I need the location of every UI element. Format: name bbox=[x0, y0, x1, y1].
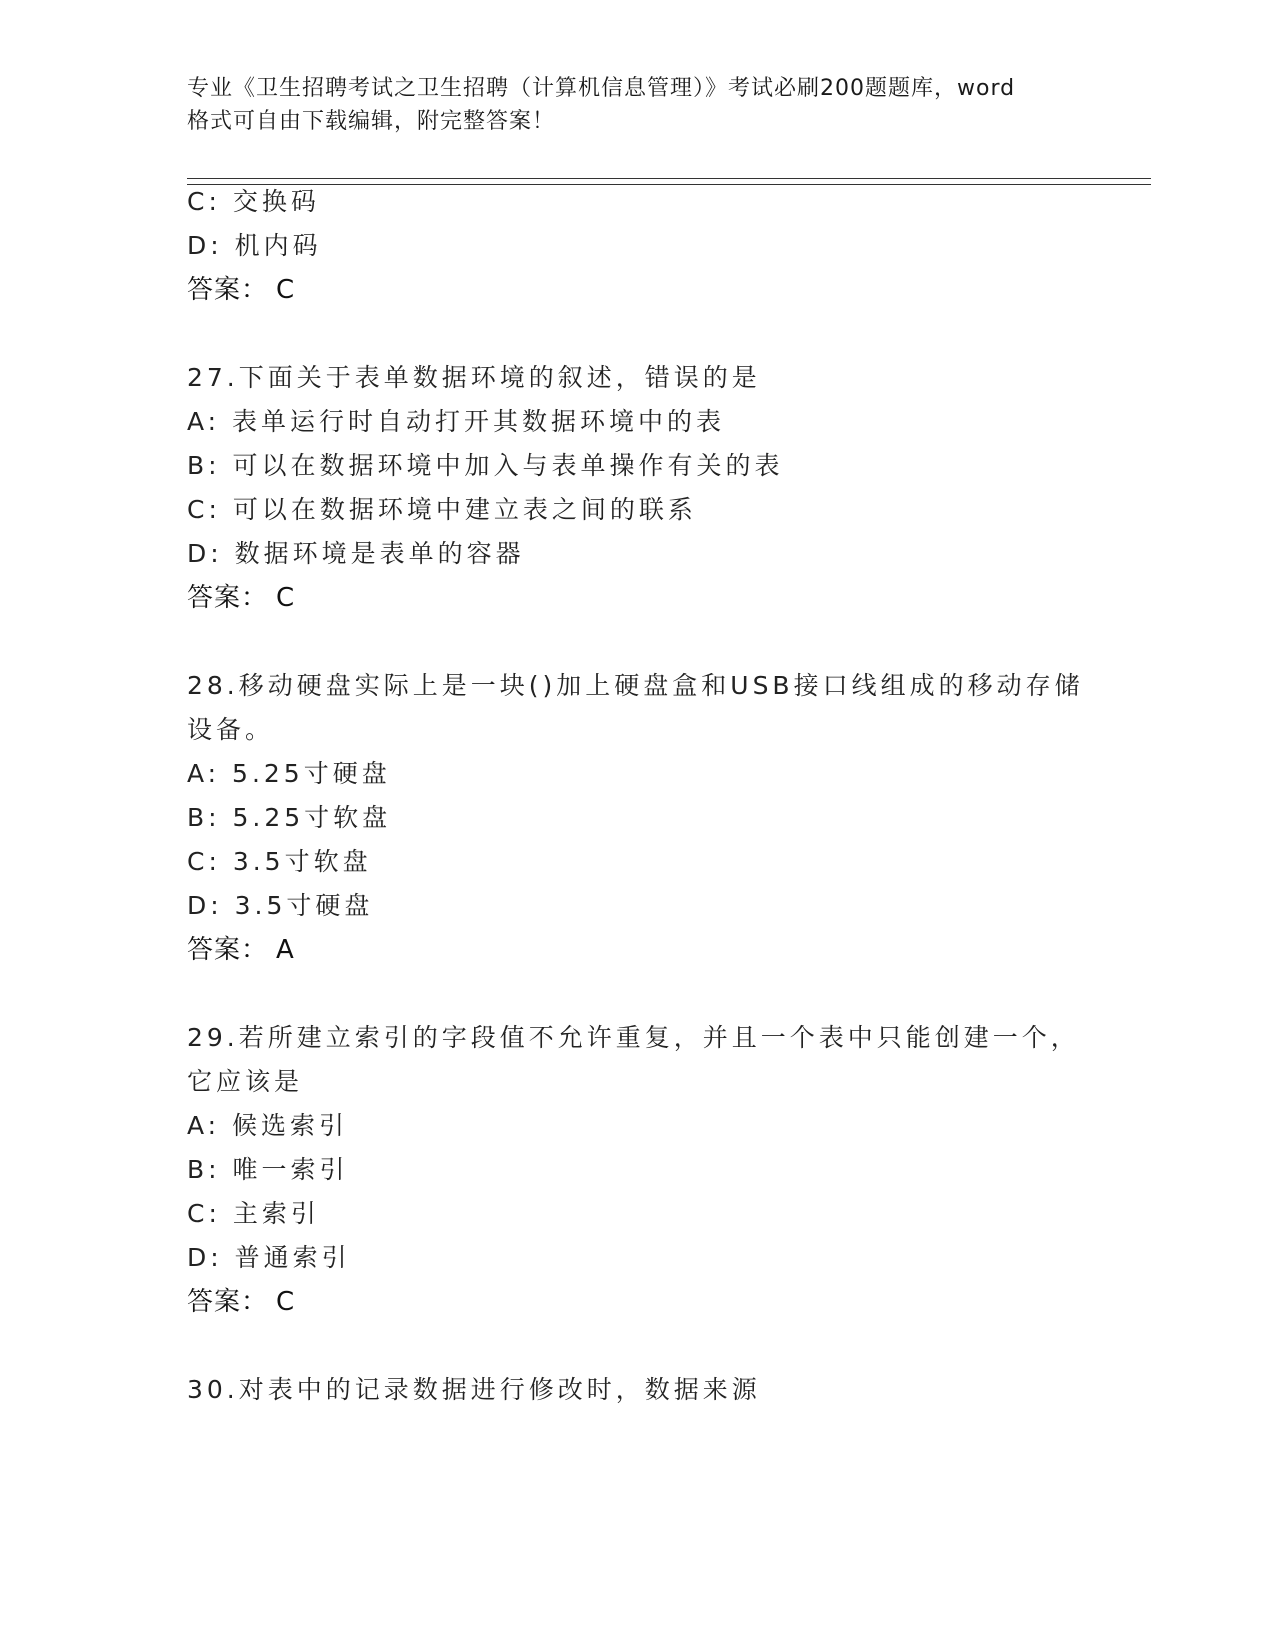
q29-stem-line-2: 它应该是 bbox=[187, 1067, 304, 1096]
q28-option-c: C: 3.5寸软盘 bbox=[187, 847, 372, 876]
q27-option-a: A: 表单运行时自动打开其数据环境中的表 bbox=[187, 407, 726, 436]
prev-option-c: C: 交换码 bbox=[187, 187, 320, 216]
q27-answer bbox=[187, 582, 295, 614]
q29-option-a: A: 候选索引 bbox=[187, 1111, 349, 1140]
answer-label: 答案： bbox=[187, 935, 269, 965]
document-header bbox=[187, 72, 1087, 138]
q28-option-b: B: 5.25寸软盘 bbox=[187, 803, 392, 832]
answer-label: 答案： bbox=[187, 1287, 269, 1317]
q27-option-d: D: 数据环境是表单的容器 bbox=[187, 539, 525, 568]
answer-label: 答案： bbox=[187, 275, 269, 305]
q30-stem: 30.对表中的记录数据进行修改时，数据来源 bbox=[187, 1375, 761, 1404]
answer-value: A bbox=[276, 935, 295, 965]
answer-value: C bbox=[276, 583, 296, 613]
header-divider-bottom bbox=[187, 184, 1151, 185]
q27-option-b: B: 可以在数据环境中加入与表单操作有关的表 bbox=[187, 451, 784, 480]
q28-option-d: D: 3.5寸硬盘 bbox=[187, 891, 374, 920]
answer-value: C bbox=[276, 1287, 296, 1317]
q29-answer bbox=[187, 1286, 295, 1318]
header-divider-top bbox=[187, 178, 1151, 179]
answer-label: 答案： bbox=[187, 583, 269, 613]
q29-option-d: D: 普通索引 bbox=[187, 1243, 351, 1272]
q27-stem: 27.下面关于表单数据环境的叙述，错误的是 bbox=[187, 363, 761, 392]
q29-option-b: B: 唯一索引 bbox=[187, 1155, 349, 1184]
q29-stem-line-1: 29.若所建立索引的字段值不允许重复，并且一个表中只能创建一个， bbox=[187, 1023, 1080, 1052]
answer-value: C bbox=[276, 275, 296, 305]
q29-option-c: C: 主索引 bbox=[187, 1199, 320, 1228]
q28-stem-line-2: 设备。 bbox=[187, 715, 275, 744]
q28-stem-line-1: 28.移动硬盘实际上是一块()加上硬盘盒和USB接口线组成的移动存储 bbox=[187, 671, 1084, 700]
q27-option-c: C: 可以在数据环境中建立表之间的联系 bbox=[187, 495, 697, 524]
q28-answer bbox=[187, 934, 295, 966]
prev-option-d: D: 机内码 bbox=[187, 231, 322, 260]
header-line-1: 专业《卫生招聘考试之卫生招聘（计算机信息管理）》考试必刷200题题库，word bbox=[187, 76, 1016, 101]
prev-answer bbox=[187, 274, 295, 306]
header-line-2: 格式可自由下载编辑，附完整答案！ bbox=[187, 109, 556, 134]
q28-option-a: A: 5.25寸硬盘 bbox=[187, 759, 391, 788]
